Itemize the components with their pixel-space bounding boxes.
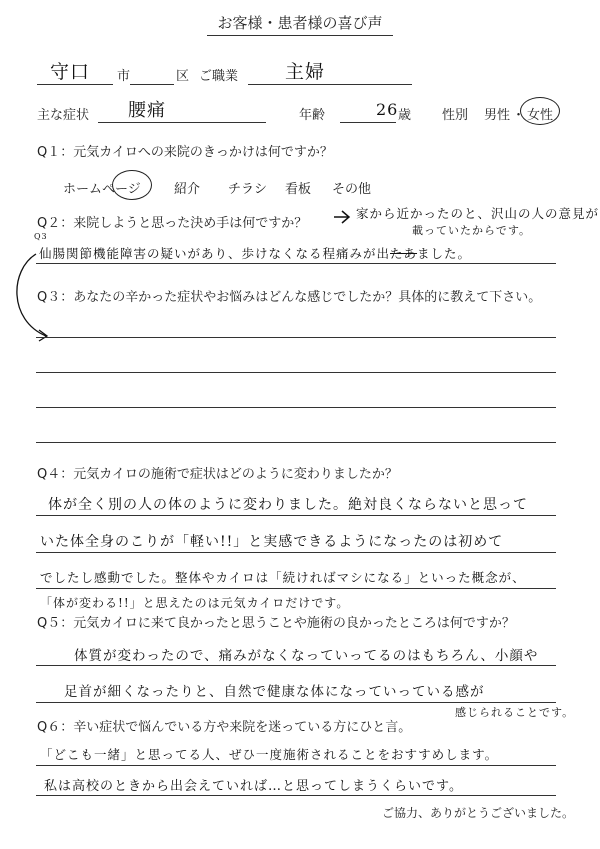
q6-answer-line1: 「どこも一緒」と思ってる人、ぜひ一度施術されることをおすすめします。 <box>40 747 499 762</box>
ward-label: 区 <box>176 69 190 84</box>
q3-line-2 <box>36 372 556 373</box>
q1-question: Q１：元気カイロへの来院のきっかけは何ですか？ <box>37 145 333 160</box>
q3-answer-end: ました。 <box>417 246 472 261</box>
ward-underline <box>130 84 174 85</box>
symptom-value: 腰痛 <box>128 100 166 121</box>
q1-option-referral: 紹介 <box>174 182 201 197</box>
footer-thanks: ご協力、ありがとうございました。 <box>382 806 575 820</box>
q5-answer-line3: 感じられることです。 <box>455 706 575 719</box>
q5-answer-line1: 体質が変わったので、痛みがなくなっていってるのはもちろん、小顔や <box>74 648 539 664</box>
symptom-label: 主な症状 <box>37 108 90 123</box>
occupation-underline <box>248 84 412 85</box>
q3-note-label: Q3 <box>34 232 48 241</box>
age-label: 年齢 <box>299 108 326 123</box>
q3-question: Q３：あなたの辛かった症状やお悩みはどんな感じでしたか？具体的に教えて下さい。 <box>37 290 542 305</box>
q4-answer-line4: 「体が変わる!!」と思えたのは元気カイロだけです。 <box>40 596 350 610</box>
q5-line-1 <box>36 665 556 666</box>
city-label: 市 <box>117 69 131 84</box>
q4-answer-line3: でしたし感動でした。整体やカイロは「続ければマシになる」といった概念が、 <box>40 570 526 585</box>
q3-line-1 <box>36 337 556 338</box>
age-value: 26 <box>376 100 399 119</box>
gender-male: 男性 <box>484 108 511 123</box>
arrow-right-icon <box>332 208 354 226</box>
q6-answer-line2: 私は高校のときから出会えていれば…と思ってしまうくらいです。 <box>44 779 463 794</box>
q5-answer-line2: 足首が細くなったりと、自然で健康な体になっていっている感が <box>64 684 485 700</box>
q2-question: Q２：来院しようと思った決め手は何ですか？ <box>37 216 308 231</box>
q6-line-2 <box>36 795 556 796</box>
q4-answer-line1: 体が全く別の人の体のように変わりました。絶対良くならないと思って <box>48 497 528 513</box>
q4-question: Q４：元気カイロの施術で症状はどのように変わりましたか？ <box>37 467 398 482</box>
q2-answer-line2: 載っていたからです。 <box>412 224 532 237</box>
q6-question: Q６：辛い症状で悩んでいる方や来院を迷っている方にひと言。 <box>37 720 412 735</box>
symptom-underline <box>98 122 266 123</box>
age-underline <box>340 122 396 123</box>
age-unit: 歳 <box>398 108 412 123</box>
q4-answer-line2: いた体全身のこりが「軽い!!」と実感できるようになったのは初めて <box>40 534 504 550</box>
q4-line-2 <box>36 552 556 553</box>
occupation-label: ご職業 <box>199 69 239 84</box>
page-title: お客様・患者様の喜び声 <box>217 14 383 32</box>
q3-line-3 <box>36 407 556 408</box>
q4-line-3 <box>36 588 556 589</box>
gender-female: 女性 <box>527 108 554 123</box>
gender-label: 性別 <box>442 108 469 123</box>
q1-option-other: その他 <box>332 182 372 197</box>
q6-line-1 <box>36 765 556 766</box>
city-underline <box>37 84 113 85</box>
q1-option-homepage: ホームページ <box>63 182 141 197</box>
occupation-value: 主婦 <box>285 61 326 83</box>
q4-line-1 <box>36 515 556 516</box>
q3-answer <box>39 244 471 262</box>
q1-option-flyer: チラシ <box>228 182 268 197</box>
q1-selected-circle <box>112 170 152 200</box>
q1-option-signboard: 看板 <box>285 182 312 197</box>
q2-answer-line <box>36 263 556 264</box>
q5-question: Q５：元気カイロに来て良かったと思うことや施術の良かったところは何ですか？ <box>37 616 515 631</box>
gender-separator: ・ <box>512 108 526 123</box>
q3-line-4 <box>36 442 556 443</box>
title-underline <box>207 35 393 36</box>
q3-answer-main: 仙腸関節機能障害の疑いがあり、歩けなくなる程痛みが出 <box>39 246 391 261</box>
q5-line-2 <box>36 702 556 703</box>
gender-selected-circle <box>520 97 560 125</box>
city-value: 守口 <box>50 61 91 83</box>
q2-answer-line1: 家から近かったのと、沢山の人の意見が <box>356 206 600 221</box>
q3-answer-struck: たあ <box>390 246 418 261</box>
